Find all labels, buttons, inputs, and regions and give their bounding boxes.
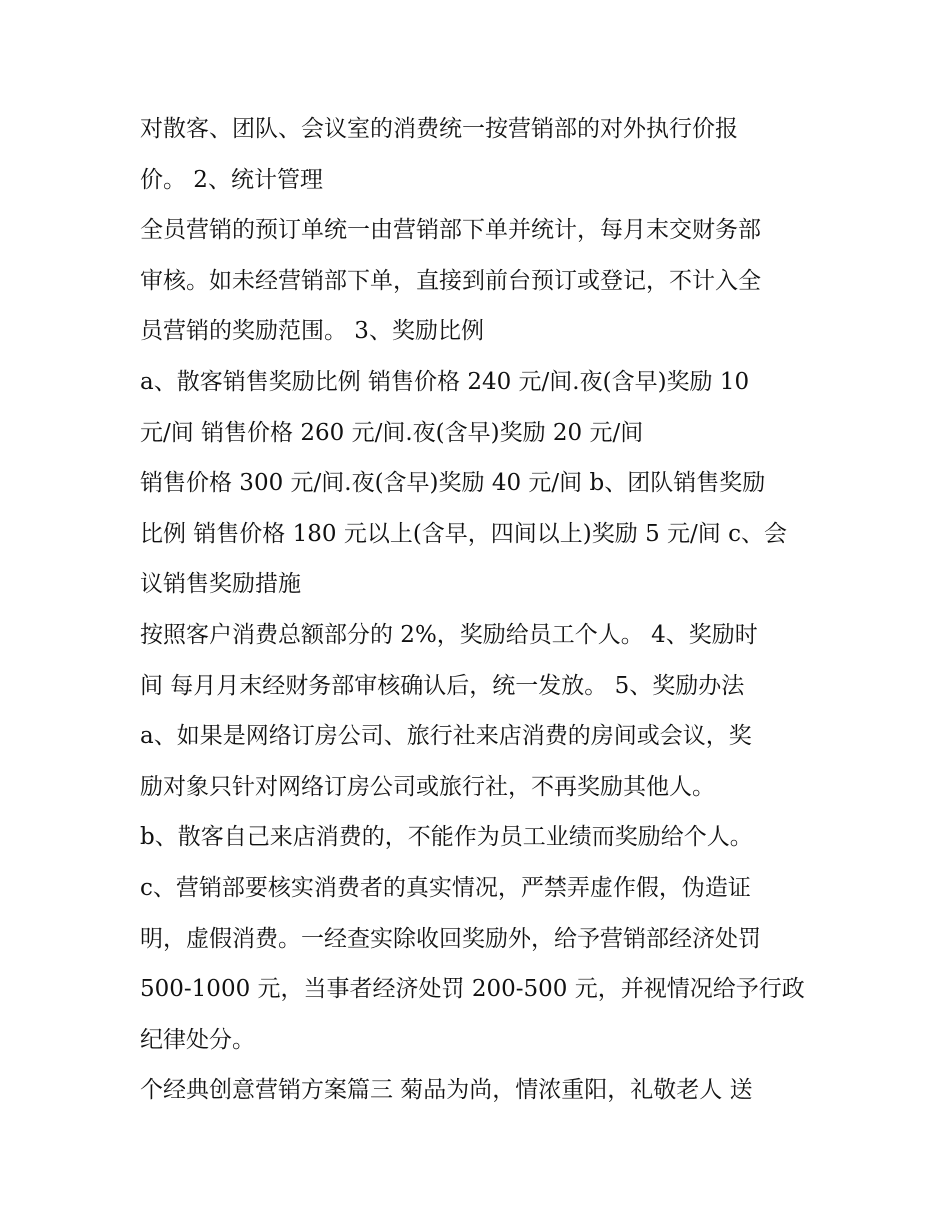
text-line: 明，虚假消费。一经查实除收回奖励外，给予营销部经济处罚 <box>140 925 761 952</box>
text-line: 审核。如未经营销部下单，直接到前台预订或登记，不计入全 <box>140 267 761 294</box>
text-line: 间 每月月末经财务部审核确认后，统一发放。 5、奖励办法 <box>140 672 745 699</box>
text-line: 励对象只针对网络订房公司或旅行社，不再奖励其他人。 <box>140 773 715 800</box>
text-line: 议销售奖励措施 <box>140 571 301 598</box>
text-line: 价。 2、统计管理 <box>140 166 323 193</box>
text-line: b、散客自己来店消费的，不能作为员工业绩而奖励给个人。 <box>140 824 753 851</box>
text-line: 元/间 销售价格 260 元/间.夜(含早)奖励 20 元/间 <box>140 419 644 446</box>
text-line: 全员营销的预订单统一由营销部下单并统计，每月末交财务部 <box>140 217 761 244</box>
text-line: 500-1000 元，当事者经济处罚 200-500 元，并视情况给予行政 <box>140 976 805 1003</box>
text-line: 按照客户消费总额部分的 2%，奖励给员工个人。 4、奖励时 <box>140 621 758 648</box>
text-line: 个经典创意营销方案篇三 菊品为尚，情浓重阳，礼敬老人 送 <box>140 1077 753 1104</box>
text-line: 比例 销售价格 180 元以上(含早，四间以上)奖励 5 元/间 c、会 <box>140 520 787 547</box>
text-line: a、散客销售奖励比例 销售价格 240 元/间.夜(含早)奖励 10 <box>140 368 750 395</box>
text-line: 对散客、团队、会议室的消费统一按营销部的对外执行价报 <box>140 116 738 142</box>
text-line: 销售价格 300 元/间.夜(含早)奖励 40 元/间 b、团队销售奖励 <box>140 470 766 497</box>
text-line: c、营销部要核实消费者的真实情况，严禁弄虚作假，伪造证 <box>140 874 751 901</box>
text-line: a、如果是网络订房公司、旅行社来店消费的房间或会议，奖 <box>140 723 752 750</box>
text-line: 员营销的奖励范围。 3、奖励比例 <box>140 318 484 345</box>
text-line: 纪律处分。 <box>140 1026 255 1053</box>
document-body <box>140 104 820 1116</box>
